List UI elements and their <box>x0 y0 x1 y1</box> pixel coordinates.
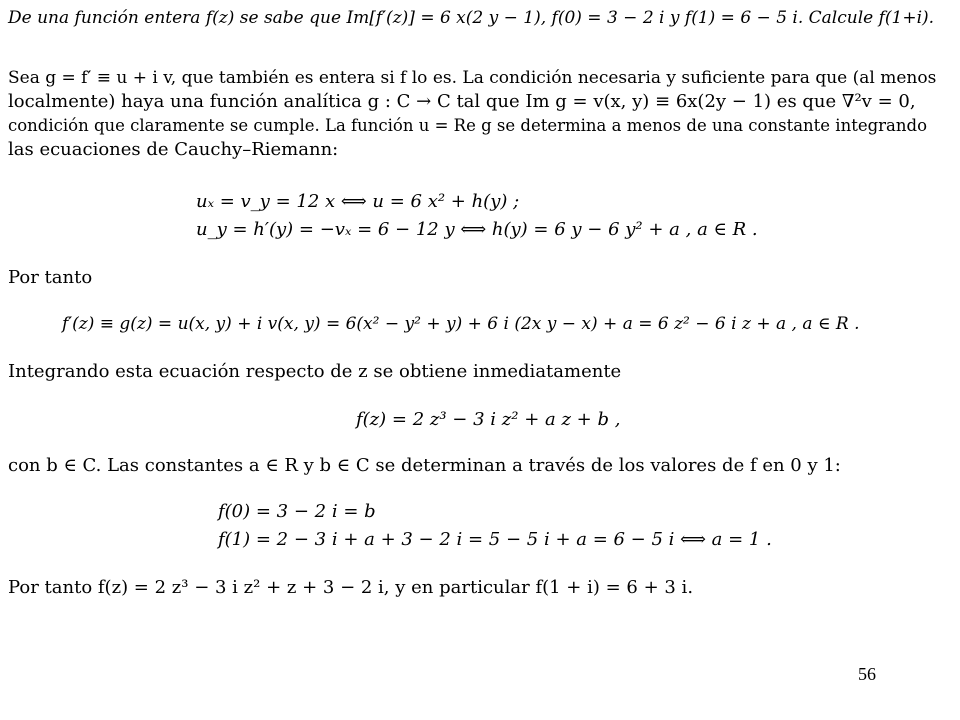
cauchy-riemann-eq-2: u_y = h′(y) = −vₓ = 6 − 12 y ⟺ h(y) = 6 y − 6 y² + a , a ∈ R . <box>196 219 758 240</box>
cauchy-riemann-eq-1: uₓ = v_y = 12 x ⟺ u = 6 x² + h(y) ; <box>196 191 520 212</box>
paragraph-line-1: Sea g = f′ ≡ u + i v, que también es entera si f lo es. La condición necesaria y suficiente para que (al menos <box>8 68 937 88</box>
general-solution-equation: f(z) = 2 z³ − 3 i z² + a z + b , <box>356 409 621 430</box>
condition-f0-equation: f(0) = 3 − 2 i = b <box>218 501 376 522</box>
integration-sentence: Integrando esta ecuación respecto de z se obtiene inmediatamente <box>8 361 622 382</box>
conclusion-sentence: Por tanto f(z) = 2 z³ − 3 i z² + z + 3 − 2 i, y en particular f(1 + i) = 6 + 3 i. <box>8 577 694 598</box>
problem-statement: De una función entera f(z) se sabe que Im[f′(z)] = 6 x(2 y − 1), f(0) = 3 − 2 i y f(1) = 6 − 5 i. Calcule f(1+i). <box>8 8 935 28</box>
constants-sentence: con b ∈ C. Las constantes a ∈ R y b ∈ C se determinan a través de los valores de f en 0 y 1: <box>8 455 841 476</box>
paragraph-line-4: las ecuaciones de Cauchy–Riemann: <box>8 139 339 160</box>
page-number: 56 <box>858 664 876 684</box>
condition-f1-equation: f(1) = 2 − 3 i + a + 3 − 2 i = 5 − 5 i + a = 6 − 5 i ⟺ a = 1 . <box>218 529 772 550</box>
paragraph-line-2: localmente) haya una función analítica g : C → C tal que Im g = v(x, y) ≡ 6x(2y − 1) es que ∇²v = 0, <box>8 91 916 112</box>
por-tanto-label: Por tanto <box>8 267 93 288</box>
derivative-equation: f′(z) ≡ g(z) = u(x, y) + i v(x, y) = 6(x² − y² + y) + 6 i (2x y − x) + a = 6 z² − 6 i z + a , a ∈ R . <box>62 314 860 334</box>
paragraph-line-3: condición que claramente se cumple. La función u = Re g se determina a menos de una constante integrando <box>8 116 928 135</box>
